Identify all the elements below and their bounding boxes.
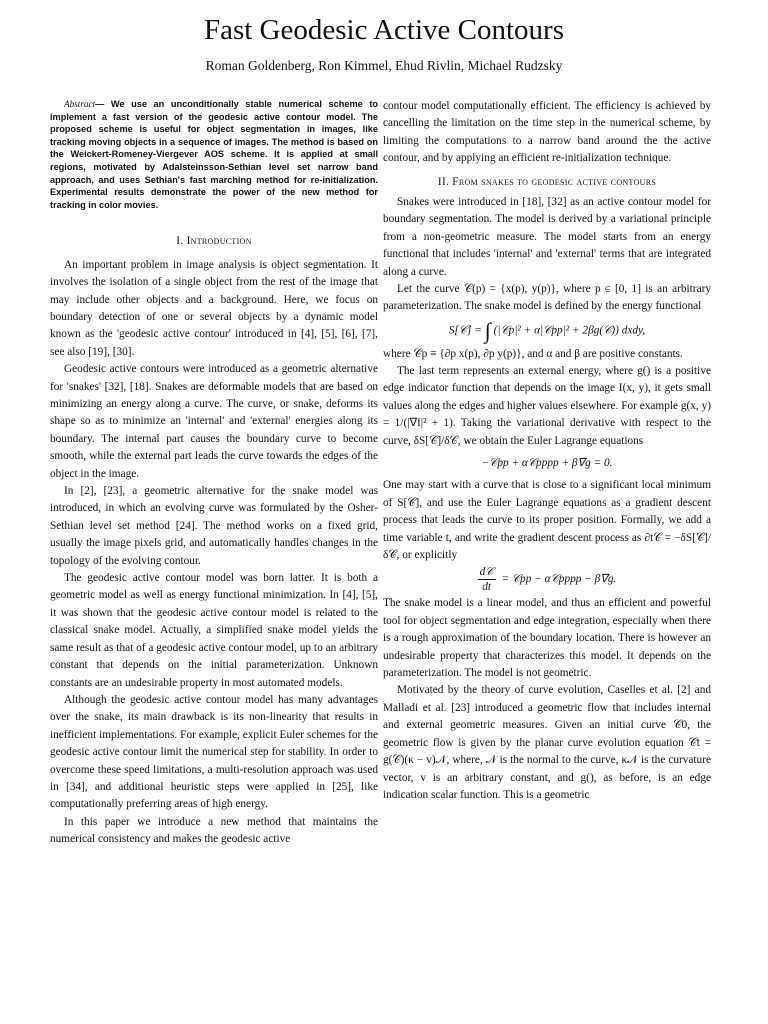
equation-euler-lagrange: −𝒞pp + α𝒞pppp + β∇g = 0. — [481, 457, 613, 470]
abstract-label: Abstract — [64, 99, 96, 109]
intro-paragraph-5: Although the geodesic active contour model has many advantages over the snake, its main drawback is its non-linearity that results in inefficient implementations. For example, explicit Euler schemes for the geodesic active contour limit the numerical step for stability. In order to overcome these speed limitations, a multi-resolution approach was used in [34], and additional heuristic steps were applied in [25], like computationally preferring areas of high energy. — [50, 693, 378, 811]
snakes-paragraph-5: One may start with a curve that is close to a significant local minimum of S[𝒞], and use the Euler Lagrange equations as a gradient descent process that leads the curve to its proper position. Formally, we add a time variable t, and write the gradient descent process as ∂t𝒞 = −δS[𝒞]/δ𝒞, or explicitly — [383, 479, 711, 562]
equation-gradient-descent — [383, 565, 711, 594]
equation-energy-functional — [383, 317, 711, 343]
snakes-paragraph-4: The last term represents an external energy, where g() is a positive edge indicator function that depends on the image I(x, y), it gets small values along the edges and higher values elsewhere. For example g(x, y) = 1/(|∇I|² + 1). Taking the variational derivative with respect to the curve, δS[𝒞]/δ𝒞, we obtain the Euler Lagrange equations — [383, 364, 711, 447]
snakes-paragraph-2: Let the curve 𝒞(p) = {x(p), y(p)}, where p ∈ [0, 1] is an arbitrary parameterization. The snake model is defined by the energy functional — [383, 283, 711, 313]
right-column — [383, 98, 711, 804]
derivative-fraction — [478, 565, 496, 594]
intro-paragraph-4: The geodesic active contour model was born latter. It is both a geometric model as well as energy functional minimization. In [4], [5], it was shown that the geodesic active contour model is related to the classical snake model. Actually, a simplified snake model yields the same result as that of a geodesic active contour model, up to an arbitrary constant that depends on the initial parameterization. Unknown constants are an undesirable property in most automated models. — [50, 572, 378, 689]
continued-paragraph: contour model computationally efficient. The efficiency is achieved by cancelling the limitation on the time step in the numerical scheme, by limiting the computations to a narrow band around the the active contour, and by applying an efficient re-initialization technique. — [383, 100, 711, 165]
paper-title: Fast Geodesic Active Contours — [203, 14, 565, 46]
snakes-paragraph-7: Motivated by the theory of curve evolution, Caselles et al. [2] and Malladi et al. [23] introduced a geometric flow that includes internal and external geometric measures. Given an initial curve 𝒞0, the geometric flow is given by the planar curve evolution equation 𝒞t = g(𝒞)(κ − v)𝒩, where, 𝒩 is the normal to the curve, κ𝒩 is the curvature vector, v is an arbitrary constant, and g(), as before, is an edge indication scalar function. This is a geometric — [383, 684, 711, 801]
section-heading-introduction: I. Introduction — [176, 235, 252, 248]
fraction-numerator: d𝒞 — [479, 566, 494, 579]
equation-1-lhs: S[𝒞] = — [448, 324, 482, 337]
equation-3-rhs: = 𝒞pp − α𝒞pppp − β∇g. — [501, 573, 617, 586]
paper-authors: Roman Goldenberg, Ron Kimmel, Ehud Rivlin, Michael Rudzsky — [205, 58, 563, 73]
abstract-text: — We use an unconditionally stable numerical scheme to implement a fast version of the geodesic active contour model. The proposed scheme is useful for object segmentation in images, like tracking moving objects in a sequence of images. The method is based on the Weickert-Romeney-Viergever AOS scheme. It is applied at small regions, motivated by Adalsteinsson-Sethian level set narrow band approach, and uses Sethian's fast marching method for re-initialization. Experimental results demonstrate the power of the new method for tracking in color movies. — [50, 99, 378, 210]
fraction-denominator: dt — [482, 581, 491, 594]
abstract — [50, 98, 378, 211]
snakes-paragraph-3: where 𝒞p ≡ {∂p x(p), ∂p y(p)}, and α and β are positive constants. — [383, 347, 683, 360]
snakes-paragraph-1: Snakes were introduced in [18], [32] as an active contour model for boundary segmentation. The model is derived by a variational principle from a non-geometric measure. The model starts from an energy functional that includes 'internal' and 'external' terms that are integrated along a curve. — [383, 196, 711, 278]
intro-paragraph-3: In [2], [23], a geometric alternative for the snake model was introduced, in which an evolving curve was formulated by the Osher-Sethian level set method [24]. The method works on a fixed grid, usually the image pixels grid, and automatically handles changes in the topology of the evolving contour. — [50, 485, 378, 567]
equation-1-rhs: (|𝒞p|² + α|𝒞pp|² + 2βg(𝒞)) dxdy, — [493, 324, 646, 337]
left-column — [50, 98, 378, 849]
intro-paragraph-6: In this paper we introduce a new method that maintains the numerical consistency and makes the geodesic active — [50, 815, 378, 846]
section-heading-snakes: II. From snakes to geodesic active contours — [437, 175, 657, 188]
intro-paragraph-2: Geodesic active contours were introduced as a geometric alternative for 'snakes' [32], [18]. Snakes are deformable models that are based on minimizing an energy along a curve. The curve, or snake, deforms its shape so as to minimize an 'internal' and 'external' energies along its boundary. The internal part causes the boundary curve to become smooth, while the external part leads the curve towards the edges of the object in the image. — [50, 363, 378, 480]
integral-symbol: ∫ — [484, 317, 491, 343]
snakes-paragraph-6: The snake model is a linear model, and thus an efficient and powerful tool for object segmentation and edge integration, especially when there is a rough approximation of the boundary location. There is however an undesirable property that characterizes this model. It depends on the parameterization. The model is not geometric. — [383, 597, 711, 680]
intro-paragraph-1: An important problem in image analysis is object segmentation. It involves the isolation of a single object from the rest of the image that may include other objects and a background. Here, we focus on boundary detection of one or several objects by a dynamic model known as the 'geodesic active contour' introduced in [4], [5], [6], [7], see also [19], [30]. — [50, 258, 378, 358]
